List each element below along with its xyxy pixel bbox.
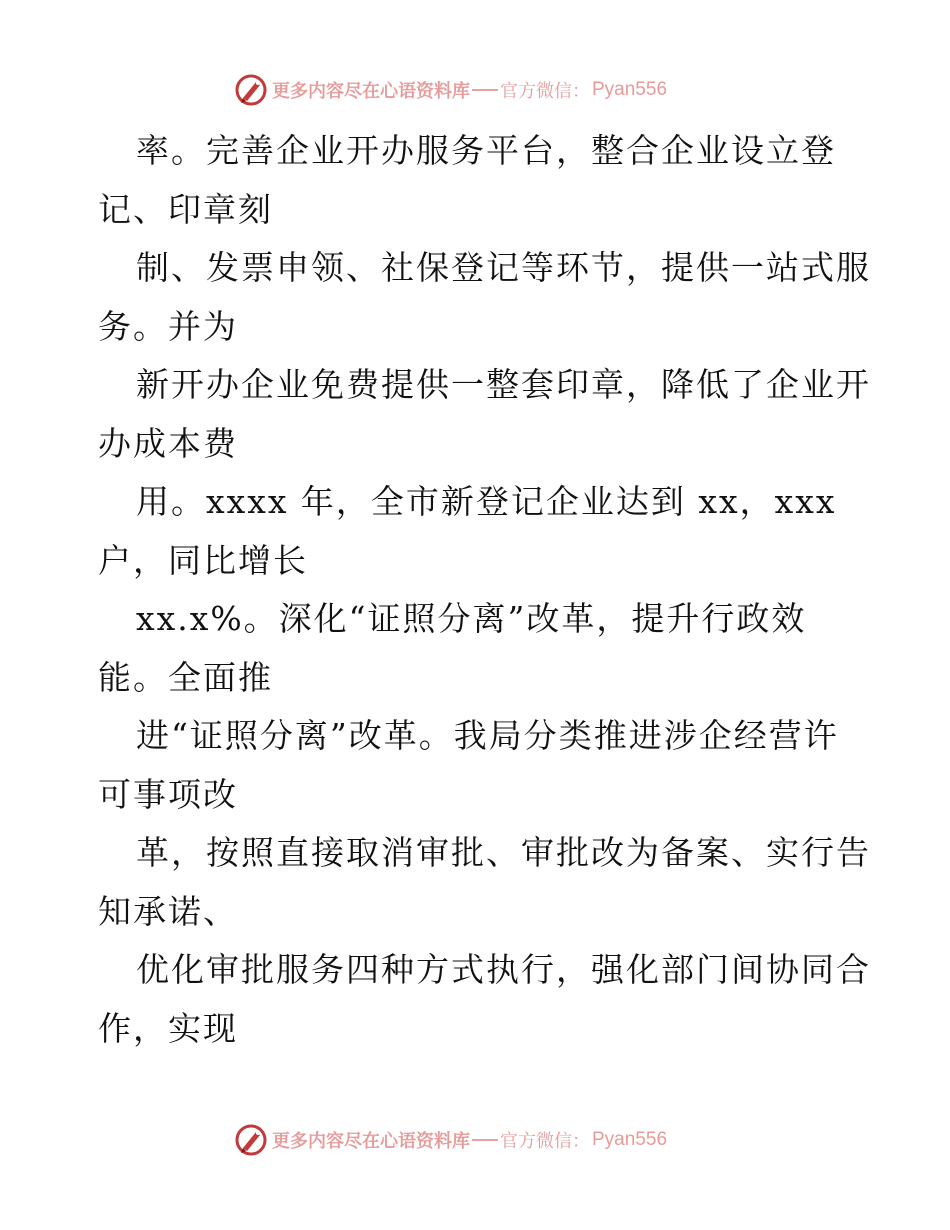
banner-account: Pyan556 <box>592 79 668 100</box>
body-line: 记、印章刻 <box>98 189 273 229</box>
header-banner <box>234 72 667 108</box>
body-line: 能。全面推 <box>98 657 273 697</box>
body-line: 户，同比增长 <box>98 540 308 580</box>
footer-banner <box>234 1122 667 1158</box>
body-line: 革，按照直接取消审批、审批改为备案、实行告 <box>136 833 871 872</box>
banner-account: Pyan556 <box>592 1129 668 1150</box>
body-line: xx.x%。深化“证照分离”改革，提升行政效 <box>136 599 807 638</box>
body-line: 进“证照分离”改革。我局分类推进涉企经营许 <box>136 716 839 755</box>
banner-wechat-label: 官方微信： <box>500 81 590 102</box>
body-line: 率。完善企业开办服务平台，整合企业设立登 <box>136 131 836 170</box>
body-line: 新开办企业免费提供一整套印章，降低了企业开 <box>136 365 871 404</box>
document-body <box>98 122 928 1058</box>
body-line: 办成本费 <box>98 423 238 463</box>
banner-wechat-label: 官方微信： <box>500 1131 590 1152</box>
banner-dash <box>472 89 498 91</box>
body-line: 务。并为 <box>98 306 238 346</box>
banner-dash <box>472 1139 498 1141</box>
body-line: 用。xxxx 年，全市新登记企业达到 xx，xxx <box>136 482 837 521</box>
pen-logo-icon <box>234 73 268 107</box>
body-line: 可事项改 <box>98 774 238 814</box>
body-line: 制、发票申领、社保登记等环节，提供一站式服 <box>136 248 871 287</box>
body-line: 知承诺、 <box>98 891 238 931</box>
banner-slogan: 更多内容尽在心语资料库 <box>272 1131 470 1152</box>
banner-slogan: 更多内容尽在心语资料库 <box>272 81 470 102</box>
body-line: 优化审批服务四种方式执行，强化部门间协同合 <box>136 950 871 989</box>
pen-logo-icon <box>234 1123 268 1157</box>
body-line: 作，实现 <box>98 1008 238 1048</box>
